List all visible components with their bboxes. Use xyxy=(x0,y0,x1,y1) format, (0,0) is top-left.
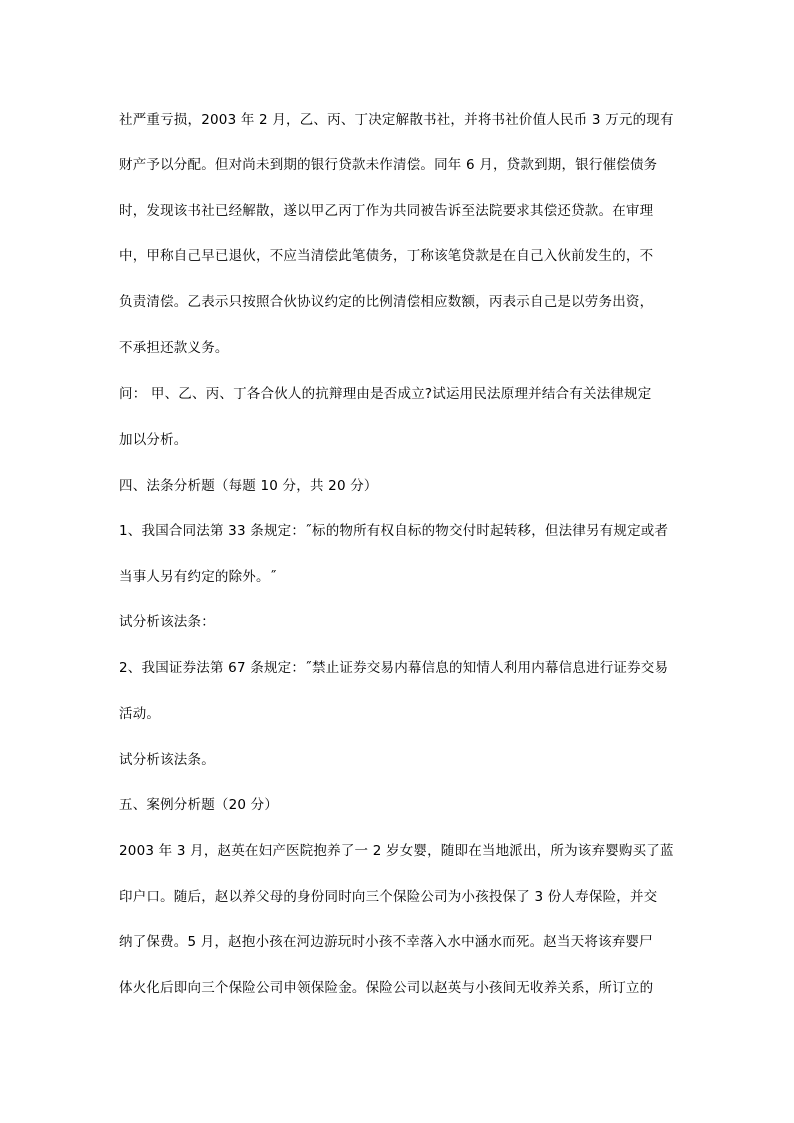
section-heading: 四、法条分析题（每题 10 分，共 20 分） xyxy=(119,478,378,494)
paragraph-line: 社严重亏损，2003 年 2 月，乙、丙、丁决定解散书社，并将书社价值人民币 3 万元的现有 xyxy=(119,112,674,128)
paragraph-line: 中，甲称自己早已退伙，不应当清偿此笔债务，丁称该笔贷款是在自己入伙前发生的，不 xyxy=(119,248,654,264)
case-line: 印户口。随后，赵以养父母的身份同时向三个保险公司为小孩投保了 3 份人寿保险，并交 xyxy=(119,889,658,905)
instruction-line: 试分析该法条： xyxy=(119,614,215,630)
statute-item: 1、我国合同法第 33 条规定：˝标的物所有权自标的物交付时起转移，但法律另有规定或者 xyxy=(119,523,669,539)
case-line: 体火化后即向三个保险公司申领保险金。保险公司以赵英与小孩间无收养关系，所订立的 xyxy=(119,980,654,996)
paragraph-line: 不承担还款义务。 xyxy=(119,340,229,356)
statute-item: 当事人另有约定的除外。˝ xyxy=(119,569,277,585)
statute-item: 2、我国证券法第 67 条规定：˝禁止证券交易内幕信息的知情人利用内幕信息进行证券交易 xyxy=(119,660,669,676)
paragraph-line: 财产予以分配。但对尚未到期的银行贷款未作清偿。同年 6 月，贷款到期，银行催偿债务 xyxy=(119,157,658,173)
paragraph-line: 时，发现该书社已经解散，遂以甲乙丙丁作为共同被告诉至法院要求其偿还贷款。在审理 xyxy=(119,203,654,219)
section-heading: 五、案例分析题（20 分） xyxy=(119,797,279,813)
statute-item: 活动。 xyxy=(119,706,161,722)
question-line: 加以分析。 xyxy=(119,432,188,448)
case-line: 纳了保费。5 月，赵抱小孩在河边游玩时小孩不幸落入水中涵水而死。赵当天将该弃婴尸 xyxy=(119,934,653,950)
instruction-line: 试分析该法条。 xyxy=(119,752,215,768)
paragraph-line: 负责清偿。乙表示只按照合伙协议约定的比例清偿相应数额，丙表示自己是以劳务出资， xyxy=(119,294,654,310)
case-line: 2003 年 3 月，赵英在妇产医院抱养了一 2 岁女婴，随即在当地派出，所为该弃婴购买了蓝 xyxy=(119,843,674,859)
question-line: 问： 甲、乙、丙、丁各合伙人的抗辩理由是否成立?试运用民法原理并结合有关法律规定 xyxy=(119,386,652,402)
